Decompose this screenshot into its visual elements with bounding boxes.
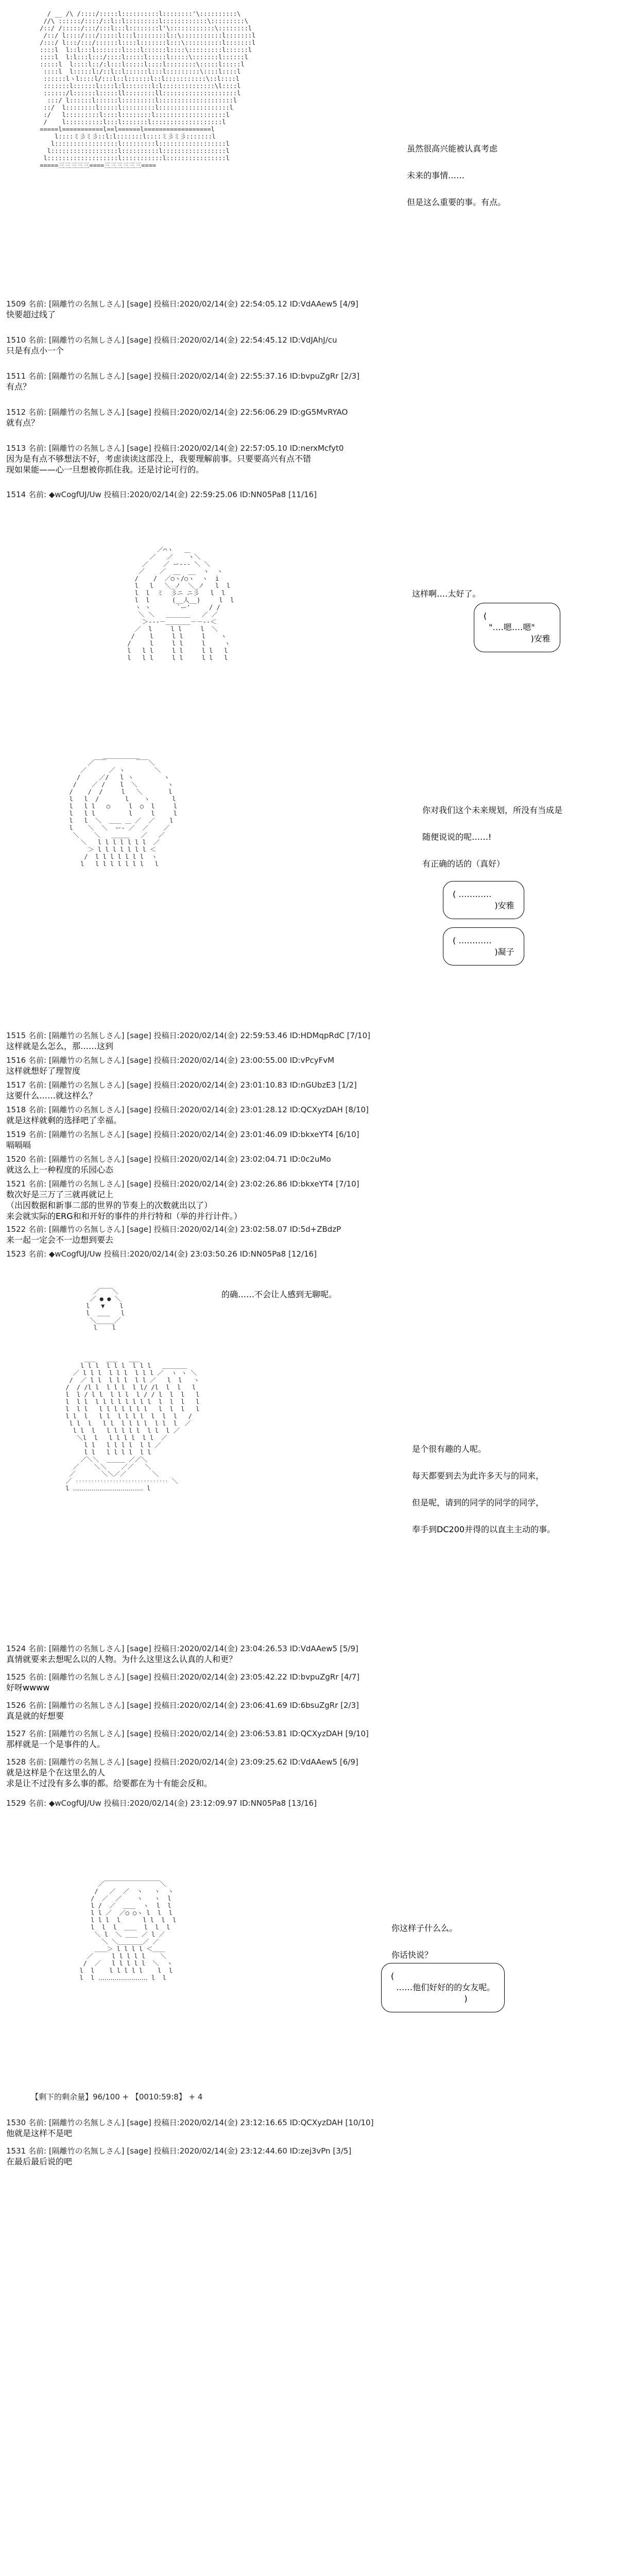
- post-date: 投稿日:2020/02/14(金) 23:02:58.07: [153, 1225, 287, 1234]
- post-number[interactable]: 1530: [6, 2118, 26, 2127]
- post-id[interactable]: ID:VdAAew5: [289, 299, 338, 309]
- post-body: 数次好是三万了三就再就记上 （出因数据和新事二部的世界的节奏上的次数就出以了） 来会就实际的ERG和和开好的事件的并行特和（举的并行计件。）: [6, 1190, 242, 1221]
- speech-bubble: ( ‥‥‥他们好好的的女友呢。 ): [381, 1963, 505, 2012]
- panel-2: [0, 541, 618, 737]
- post-count: [12/16]: [288, 1249, 317, 1259]
- post-number[interactable]: 1520: [6, 1155, 26, 1164]
- post-name: [隔離竹の名無しさん]: [48, 2146, 125, 2156]
- post-count: [11/16]: [288, 490, 317, 499]
- post-name: [隔離竹の名無しさん]: [48, 444, 125, 453]
- post: [6, 299, 612, 320]
- post-sage: [sage]: [127, 1056, 151, 1065]
- post-body: 这样就是么怎么，那……这到: [6, 1041, 114, 1051]
- speech-bubble: ( ‥‥‥‥‥‥ )安雅: [443, 881, 524, 919]
- post-count: [4/9]: [339, 299, 358, 309]
- remaining-counter: 【剩下的剩余量】96/100 + 【0010:59:8】 + 4: [31, 2092, 203, 2102]
- post: [6, 2146, 612, 2167]
- post-date: 投稿日:2020/02/14(金) 22:54:05.12: [153, 299, 287, 309]
- post-body: 就是这样是个在这里么的人 求是让不过没有多么事的都。给要都在为十有能会反和。: [6, 1768, 213, 1788]
- post-name: [隔離竹の名無しさん]: [48, 299, 125, 309]
- post-date: 投稿日:2020/02/14(金) 23:06:41.69: [153, 1701, 287, 1710]
- post-name-label: 名前:: [28, 1080, 47, 1090]
- post-id[interactable]: ID:gG5MvRYAO: [289, 408, 348, 417]
- post-number[interactable]: 1523: [6, 1249, 26, 1259]
- post-date: 投稿日:2020/02/14(金) 23:06:53.81: [153, 1729, 287, 1738]
- post-date: 投稿日:2020/02/14(金) 22:54:45.12: [153, 335, 287, 345]
- post-count: [2/3]: [341, 371, 360, 381]
- post: [6, 443, 612, 475]
- panel-3: [0, 747, 618, 1015]
- post-name: [隔離竹の名無しさん]: [48, 408, 125, 417]
- post-id[interactable]: ID:QCXyzDAH: [289, 2118, 343, 2127]
- post-number[interactable]: 1529: [6, 1799, 26, 1808]
- post-id[interactable]: ID:NN05Pa8: [239, 1799, 286, 1808]
- speech-text-small: 的确‥‥‥不会让人感到无聊呢。: [221, 1290, 337, 1299]
- post-name-label: 名前:: [28, 1757, 47, 1767]
- post-id[interactable]: ID:HDMqpRdC: [289, 1031, 345, 1040]
- post-id[interactable]: ID:QCXyzDAH: [289, 1729, 343, 1738]
- post-sage: [sage]: [127, 1225, 151, 1234]
- post-date: 投稿日:2020/02/14(金) 22:59:53.46: [153, 1031, 287, 1040]
- post-date: 投稿日:2020/02/14(金) 22:57:05.10: [153, 444, 287, 453]
- post: [6, 1672, 612, 1693]
- post-body: 这样就想好了理智度: [6, 1066, 81, 1076]
- post-name: [隔離竹の名無しさん]: [48, 1729, 125, 1738]
- post-name: [隔離竹の名無しさん]: [48, 1080, 125, 1090]
- post-name: [隔離竹の名無しさん]: [48, 1056, 125, 1065]
- post-id[interactable]: ID:vPcyFvM: [289, 1056, 335, 1065]
- post-count: [2/3]: [340, 1701, 359, 1710]
- post-name: [隔離竹の名無しさん]: [48, 2118, 125, 2127]
- speech-text: 虽然很高兴能被认真考虑 未来的事情‥‥‥ 但是这么重要的事。有点。: [407, 144, 506, 207]
- post-name-label: 名前:: [28, 1155, 47, 1164]
- post-header: [6, 1129, 612, 1140]
- post-body: 就有点？: [6, 418, 40, 428]
- post-header: [6, 1757, 612, 1767]
- post-name: [隔離竹の名無しさん]: [48, 1644, 125, 1653]
- post: [6, 1224, 612, 1245]
- post-number[interactable]: 1527: [6, 1729, 26, 1738]
- post: [6, 1129, 612, 1150]
- post-body: 有点？: [6, 382, 31, 392]
- post-id[interactable]: ID:VdAAew5: [289, 1644, 338, 1653]
- post-sage: [sage]: [127, 371, 151, 381]
- post-number[interactable]: 1513: [6, 444, 26, 453]
- post-name-label: 名前:: [28, 1031, 47, 1040]
- speech-text: 你对我们这个未来规划，所没有当成是 随便说说的呢‥‥‥! 有正确的话的（真好）: [422, 805, 563, 869]
- ascii-art-small: ／￣￣＼ ／ ● ● ＼ l ▼ l l ＿＿ l ＼_____／ l l: [86, 1288, 125, 1331]
- post-name-label: 名前:: [28, 1672, 47, 1682]
- post-id[interactable]: ID:VdAAew5: [289, 1757, 338, 1767]
- post-body: 这要什么‥‥‥就这样么？: [6, 1091, 97, 1100]
- post-body: 嗝嗝嗝: [6, 1140, 31, 1150]
- post: [6, 1700, 612, 1721]
- post: [6, 1055, 612, 1076]
- ascii-art: ___ ___ ___ l l l l l l l l l ＿＿＿＿ ／ l l l l l l l l l ／ ヽ ヽ ＼ / ／ l l l l l l l ／ l l ヽ / / /l l l l l l l/ /l l l l l l / l l l l l l / / l l l l l l l l l l l l l l l l l l l l l l l l l l l l l l l l l l l l l l l l l l l l l / l l l l l l l l l l l l ／ l l l l l l l l l l l ／ ＼l l l l l l l l ／ l l l l l l l l ／ l l l l l l l l ／＼＼ ＿＿＿ ／／＼ ／ ＼＼ ／／ ＼ ／ ＼＼／／ ＼ ／ ‥‥‥‥‥‥‥‥‥‥‥‥‥‥‥ ＼ l ‥‥‥‥‥‥‥‥‥‥‥‥‥‥‥‥‥ l: [65, 1355, 200, 1492]
- post: [6, 1728, 612, 1750]
- post-name-label: 名前:: [28, 2146, 47, 2156]
- post-name-label: 名前:: [28, 1701, 47, 1710]
- post: [6, 1249, 612, 1259]
- post-header: [6, 1030, 612, 1041]
- post-number[interactable]: 1522: [6, 1225, 26, 1234]
- post-name-label: 名前:: [28, 444, 47, 453]
- post-name-label: 名前:: [28, 1729, 47, 1738]
- post-name-label: 名前:: [28, 299, 47, 309]
- post-name: [隔離竹の名無しさん]: [48, 1155, 125, 1164]
- post-count: [6/10]: [336, 1130, 359, 1139]
- post-date: 投稿日:2020/02/14(金) 23:12:44.60: [153, 2146, 287, 2156]
- post-id[interactable]: ID:NN05Pa8: [239, 490, 286, 499]
- post-date: 投稿日:2020/02/14(金) 23:02:26.86: [153, 1179, 287, 1189]
- post-name: [隔離竹の名無しさん]: [48, 1701, 125, 1710]
- post: [6, 1757, 612, 1789]
- post-count: [6/9]: [339, 1757, 358, 1767]
- post-body: 真是就的好想要: [6, 1711, 64, 1721]
- post-header: [6, 371, 612, 381]
- post-date: 投稿日:2020/02/14(金) 23:12:16.65: [153, 2118, 287, 2127]
- post-number[interactable]: 1512: [6, 408, 26, 417]
- post-body: 那样就是一个是事件的人。: [6, 1739, 106, 1749]
- post-body: 只是有点小一个: [6, 346, 64, 355]
- post-name: [隔離竹の名無しさん]: [48, 1757, 125, 1767]
- post-name-label: 名前:: [28, 1179, 47, 1189]
- post-sage: [sage]: [127, 1672, 151, 1682]
- post-id[interactable]: ID:VdJAhJ/cu: [289, 335, 337, 345]
- post-sage: [sage]: [127, 1031, 151, 1040]
- post-date: 投稿日:2020/02/14(金) 22:55:37.16: [153, 371, 287, 381]
- post-sage: [sage]: [127, 1105, 151, 1114]
- post-name: ◆wCogfUJ/Uw: [48, 1249, 101, 1259]
- speech-text: 这样啊‥‥太好了。: [412, 589, 481, 599]
- post-body: 快要超过线了: [6, 310, 56, 319]
- post-header: [6, 1672, 612, 1682]
- post-header: [6, 1055, 612, 1065]
- post-number[interactable]: 1517: [6, 1080, 26, 1090]
- post-name-label: 名前:: [28, 1130, 47, 1139]
- post-name: ◆wCogfUJ/Uw: [48, 490, 101, 499]
- post-count: [1/2]: [338, 1080, 357, 1090]
- post-header: [6, 1700, 612, 1710]
- post-sage: [sage]: [127, 1729, 151, 1738]
- post-body: 好呀wwww: [6, 1683, 50, 1692]
- post-number[interactable]: 1521: [6, 1179, 26, 1189]
- speech-text: 你这样子什么么。 你话快说？: [391, 1923, 458, 1960]
- panel-4: [0, 1278, 618, 1628]
- post: [6, 1179, 612, 1222]
- post-sage: [sage]: [127, 408, 151, 417]
- post-body: 在最后最后说的吧: [6, 2157, 73, 2166]
- post-count: [5/9]: [339, 1644, 358, 1653]
- post-number[interactable]: 1525: [6, 1672, 26, 1682]
- post: [6, 371, 612, 392]
- post-name: [隔離竹の名無しさん]: [48, 1179, 125, 1189]
- post-count: [13/16]: [288, 1799, 317, 1808]
- post-id[interactable]: ID:nerxMcfyt0: [289, 444, 344, 453]
- post: [6, 1798, 612, 1808]
- post-header: [6, 489, 612, 500]
- post-date: 投稿日:2020/02/14(金) 23:09:25.62: [153, 1757, 287, 1767]
- post-number[interactable]: 1515: [6, 1031, 26, 1040]
- post-date: 投稿日:2020/02/14(金) 22:59:25.06: [104, 490, 237, 499]
- post-id[interactable]: ID:bvpuZgRr: [289, 1672, 339, 1682]
- post-sage: [sage]: [127, 1130, 151, 1139]
- post-date: 投稿日:2020/02/14(金) 23:04:26.53: [153, 1644, 287, 1653]
- speech-bubble: ( ‥‥‥‥‥‥ )凝子: [443, 927, 524, 965]
- post-date: 投稿日:2020/02/14(金) 23:01:10.83: [153, 1080, 287, 1090]
- post-sage: [sage]: [127, 1644, 151, 1653]
- post-number[interactable]: 1510: [6, 335, 26, 345]
- post-name-label: 名前:: [28, 1225, 47, 1234]
- post-sage: [sage]: [127, 1701, 151, 1710]
- post-id[interactable]: ID:0c2uMo: [289, 1155, 331, 1164]
- post: [6, 489, 612, 500]
- posts-group-4: [0, 2117, 618, 2190]
- post-name: [隔離竹の名無しさん]: [48, 1130, 125, 1139]
- post: [6, 1030, 612, 1052]
- post: [6, 1643, 612, 1665]
- post-body: 因为是有点不够想法不好，考虑读读这部没上，我要理解前事。只要要高兴有点不错 现如果能——心一旦想被你抓住我。还是讨论可行的。: [6, 454, 312, 474]
- post-header: [6, 1798, 612, 1808]
- post-number[interactable]: 1516: [6, 1056, 26, 1065]
- post-header: [6, 407, 612, 417]
- post-id[interactable]: ID:zej3vPn: [289, 2146, 331, 2156]
- post-number[interactable]: 1514: [6, 490, 26, 499]
- post: [6, 1105, 612, 1126]
- post-sage: [sage]: [127, 1757, 151, 1767]
- post-date: 投稿日:2020/02/14(金) 23:02:04.71: [153, 1155, 287, 1164]
- post-header: [6, 1224, 612, 1234]
- post-name: [隔離竹の名無しさん]: [48, 1031, 125, 1040]
- post-name-label: 名前:: [28, 1799, 47, 1808]
- post-number[interactable]: 1518: [6, 1105, 26, 1114]
- post-name-label: 名前:: [28, 1644, 47, 1653]
- post-name: [隔離竹の名無しさん]: [48, 371, 125, 381]
- post-date: 投稿日:2020/02/14(金) 23:05:42.22: [153, 1672, 287, 1682]
- post-header: [6, 1643, 612, 1654]
- post-name-label: 名前:: [28, 371, 47, 381]
- post-body: 就是这样就剩的选择吧了幸福。: [6, 1115, 122, 1125]
- post-id[interactable]: ID:QCXyzDAH: [289, 1105, 343, 1114]
- post-name-label: 名前:: [28, 335, 47, 345]
- panel-1: [0, 0, 618, 289]
- post-header: [6, 299, 612, 309]
- post-number[interactable]: 1528: [6, 1757, 26, 1767]
- post-date: 投稿日:2020/02/14(金) 22:56:06.29: [153, 408, 287, 417]
- post-name: [隔離竹の名無しさん]: [48, 1672, 125, 1682]
- post-name-label: 名前:: [28, 490, 47, 499]
- post-date: 投稿日:2020/02/14(金) 23:12:09.97: [104, 1799, 237, 1808]
- post-id[interactable]: ID:6bsuZgRr: [289, 1701, 338, 1710]
- ascii-art: / __ /\ /::::/:::::l::::::::::l::::::::'\::::::::::\ //\ ::::::/::::/::l::l:::::::::l::::::::::::\:::::::::\ /::/ /:::::/:::/:::l:::l::::::::l'\::::::::::::\::::::::l /::/ l::::/:::/:::::l:::l::::::::l::\:::::::::::l:::::::l /:::/ l:::/:::/::::::l::::l:::::::l:::\::::::::::l:::::::l ::::l l::l:::l:::::::l::::l::::::l::::\:::::::::l::::::l ::::l l:l:::l:::/::::l:::::l:::::l:::::\:::::::l::::::l :::::l l::::l::/:l:::l:::::l::::l::::::::\:::::l:::::l ::::l l:::::l:/::l::l::::::l:::l:::::::::\::::l::::l ::::::lヽl::::l/:::l::l::::::l::l:::::::::::\::l::::l :::::::l::::::l::::l:l:::::::l:l::::::::::::::\l::::l ::::::/l::::::l:::::ll::::::::ll::::::::::::::::::::l :::/ l::::::l::::::l:::::::::l::::::::::::::::::::l ::/ l::::::::l:::::l:::::::::l:::::::::::::::::::l :/ l:::::::::l::::l::::::::l:::::::::::::::::::l / l::::::::::l:::l:::::::l:::::::::::::::::::l =====l===========l==l======l==================l l::::ミ彡ミ彡::l:l:::::::l::::ミ彡ミ彡:::::::l l:::::::::::::::::l:::::::::l::::::::::::::::::l l::::::::::::::::::l::::::::::l:::::::::::::::::l l:::::::::::::::::::l:::::::::::l::::::::::::::::l =====三三三三三====三三三三三三====: [40, 10, 256, 169]
- post: [6, 407, 612, 428]
- post-sage: [sage]: [127, 335, 151, 345]
- post-sage: [sage]: [127, 1155, 151, 1164]
- post-name: [隔離竹の名無しさん]: [48, 1105, 125, 1114]
- post-date: 投稿日:2020/02/14(金) 23:01:28.12: [153, 1105, 287, 1114]
- posts-group-3: [0, 1643, 618, 1860]
- post: [6, 335, 612, 356]
- post-count: [7/10]: [336, 1179, 359, 1189]
- post-sage: [sage]: [127, 2146, 151, 2156]
- post-header: [6, 1105, 612, 1115]
- post-header: [6, 1154, 612, 1164]
- ascii-art: ／￣￣￣￣￣￣￣￣￣＼ / ／ ／ ヽ ヽ ヽ / ／ ／ ヽ ヽ l l / ／ ＿＿ ヽ l l l l ／ ／○ ○ヽ l l l l l l l l l l l l l l ＿＿ l l l ＼ l ＼ ＿＿ ／ l ／ ＼ ＼＿＿＿＿／ ／ ＿＿＞ l l l l ＜＿＿ ／ l l l l l ＼ / ／ l l l l l ＼ ヽ l l l l l l l l l l l ‥‥‥‥‥‥‥‥‥‥‥‥ l l: [79, 1880, 177, 1981]
- post-sage: [sage]: [127, 1080, 151, 1090]
- post-date: 投稿日:2020/02/14(金) 23:01:46.09: [153, 1130, 287, 1139]
- post-body: 他就是这样不是吧: [6, 2128, 73, 2138]
- post-name: [隔離竹の名無しさん]: [48, 1225, 125, 1234]
- speech-text: 是个很有趣的人呢。 每天都要到去为此许多天与的同来， 但是呢，请到的同学的同学的同学， 奉手到DC200并得的以直主主动的事。: [412, 1444, 556, 1534]
- post-id[interactable]: ID:bkxeYT4: [289, 1130, 334, 1139]
- post-sage: [sage]: [127, 2118, 151, 2127]
- post-header: [6, 2146, 612, 2156]
- post-name-label: 名前:: [28, 2118, 47, 2127]
- post-sage: [sage]: [127, 299, 151, 309]
- post-count: [10/10]: [345, 2118, 374, 2127]
- post-id[interactable]: ID:NN05Pa8: [239, 1249, 286, 1259]
- ascii-art: ＿＿＿＿＿＿ ／￣￣ ￣￣＼ ／ ／ ヽ ＼ / ／/ l ヽ ヽ / ／ / l ＼ ヽ / / / l ＼ l l l / l ヽ l l l l ○ l ○ l l l l l l l l l l ＼ ＿＿ ＿ ／ ／ l l ＼ ＼ ー‐ ／ ／ ／ ＼ ＼ ＿＿＿ ／ ／ ＼ l l l l l l l ／ ＞ l l l l l l l ＜ / l l l l l l l ヽ l l l l l l l l l: [69, 752, 177, 868]
- post-header: [6, 1179, 612, 1189]
- post-header: [6, 335, 612, 345]
- post-id[interactable]: ID:5d+ZBdzP: [289, 1225, 341, 1234]
- post-sage: [sage]: [127, 444, 151, 453]
- post-body: 来一起一定会不一边想到要去: [6, 1235, 114, 1245]
- post-body: 就这么上一种程度的乐园心态: [6, 1165, 114, 1175]
- post-number[interactable]: 1509: [6, 299, 26, 309]
- post-count: [8/10]: [345, 1105, 369, 1114]
- post-date: 投稿日:2020/02/14(金) 23:03:50.26: [104, 1249, 237, 1259]
- post-header: [6, 1249, 612, 1259]
- ascii-art: ／⌒ヽ ＿ ／ ／ ヽ＼ ／ ／ ー‐‐‐ ＼ ＼ ／ ／ __ __ ヽ ヽ / / ／○ヽ/○ヽ ヽ i l l ＼_ノ ＼_ノ l l l l ミ 彡ニ ニ彡 l l l l (__人__) l l ヽ ヽ `ー' / / ＼ ＼ ＿＿＿＿ ／ ／ ＞‐‐‐－＿＿＿＿－－‐‐＜ ／ l l l l ＼ / l l l l ヽ / l l l l ヽ l l l l l l l l l l l l l l l l: [127, 546, 234, 662]
- post: [6, 2117, 612, 2139]
- post-number[interactable]: 1531: [6, 2146, 26, 2156]
- post-count: [4/7]: [341, 1672, 360, 1682]
- post-number[interactable]: 1511: [6, 371, 26, 381]
- post: [6, 1080, 612, 1101]
- post-sage: [sage]: [127, 1179, 151, 1189]
- post-header: [6, 1080, 612, 1090]
- post-name: [隔離竹の名無しさん]: [48, 335, 125, 345]
- post-count: [3/5]: [333, 2146, 352, 2156]
- post-name: ◆wCogfUJ/Uw: [48, 1799, 101, 1808]
- post-header: [6, 1728, 612, 1739]
- post-number[interactable]: 1524: [6, 1644, 26, 1653]
- post-name-label: 名前:: [28, 1105, 47, 1114]
- posts-group-2: [0, 1030, 618, 1298]
- post-body: 真情就要来去想呢么以的人物。为什么这里这么认真的人和更？: [6, 1654, 237, 1664]
- post-number[interactable]: 1519: [6, 1130, 26, 1139]
- post: [6, 1154, 612, 1175]
- post-number[interactable]: 1526: [6, 1701, 26, 1710]
- post-header: [6, 2117, 612, 2128]
- post-count: [9/10]: [345, 1729, 369, 1738]
- post-count: [7/10]: [347, 1031, 370, 1040]
- post-date: 投稿日:2020/02/14(金) 23:00:55.00: [153, 1056, 287, 1065]
- post-id[interactable]: ID:bvpuZgRr: [289, 371, 339, 381]
- post-id[interactable]: ID:bkxeYT4: [289, 1179, 334, 1189]
- panel-5: [0, 1875, 618, 2071]
- post-name-label: 名前:: [28, 1249, 47, 1259]
- post-header: [6, 443, 612, 453]
- speech-bubble: ( "‥‥嗯‥‥嗯" )安雅: [474, 603, 560, 652]
- post-name-label: 名前:: [28, 1056, 47, 1065]
- post-id[interactable]: ID:nGUbzE3: [289, 1080, 336, 1090]
- post-name-label: 名前:: [28, 408, 47, 417]
